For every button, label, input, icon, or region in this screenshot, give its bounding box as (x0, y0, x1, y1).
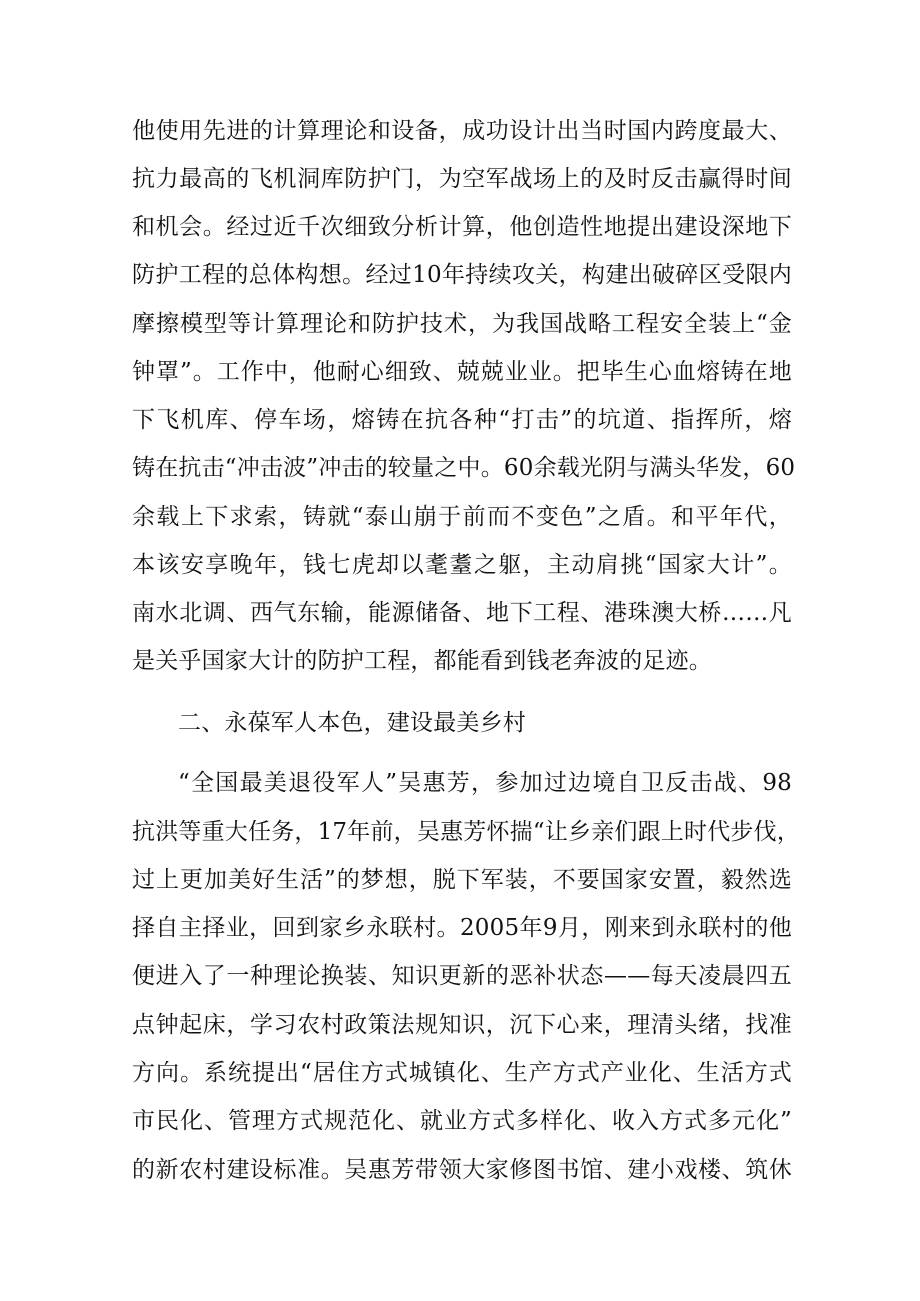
paragraph-1-line-5: 摩擦模型等计算理论和防护技术，为我国战略工程安全装上“金 (132, 311, 792, 337)
paragraph-2-line-1: “全国最美退役军人”吴惠芳，参加过边境自卫反击战、98 (178, 770, 792, 796)
paragraph-1-line-4: 防护工程的总体构想。经过10年持续攻关，构建出破碎区受限内 (132, 262, 792, 288)
paragraph-1-line-12: 是关乎国家大计的防护工程，都能看到钱老奔波的足迹。 (132, 648, 712, 674)
paragraph-1-line-8: 铸在抗击“冲击波”冲击的较量之中。60余载光阴与满头华发，60 (132, 455, 796, 481)
paragraph-2-line-5: 便进入了一种理论换装、知识更新的恶补状态——每天凌晨四五 (132, 963, 792, 989)
paragraph-2-line-2: 抗洪等重大任务，17年前，吴惠芳怀揣“让乡亲们跟上时代步伐， (132, 819, 801, 845)
paragraph-1-line-1: 他使用先进的计算理论和设备，成功设计出当时国内跨度最大、 (132, 118, 792, 144)
paragraph-2-line-7: 方向。系统提出“居住方式城镇化、生产方式产业化、生活方式 (132, 1060, 792, 1086)
paragraph-1-line-6: 钟罩”。工作中，他耐心细致、兢兢业业。把毕生心血熔铸在地 (132, 359, 792, 385)
paragraph-1-line-10: 本该安享晚年，钱七虎却以耄耋之躯，主动肩挑“国家大计”。 (132, 552, 792, 578)
paragraph-1-line-2: 抗力最高的飞机洞库防护门，为空军战场上的及时反击赢得时间 (132, 166, 792, 192)
paragraph-1-line-9: 余载上下求索，铸就“泰山崩于前而不变色”之盾。和平年代， (132, 504, 792, 530)
paragraph-1-line-7: 下飞机库、停车场，熔铸在抗各种“打击”的坑道、指挥所，熔 (132, 407, 792, 433)
paragraph-2-line-9: 的新农村建设标准。吴惠芳带领大家修图书馆、建小戏楼、筑休 (132, 1157, 792, 1183)
paragraph-1-line-3: 和机会。经过近千次细致分析计算，他创造性地提出建设深地下 (132, 214, 792, 240)
paragraph-2-line-6: 点钟起床，学习农村政策法规知识，沉下心来，理清头绪，找准 (132, 1012, 792, 1038)
paragraph-1-line-11: 南水北调、西气东输，能源储备、地下工程、港珠澳大桥……凡 (132, 600, 792, 626)
paragraph-2-line-4: 择自主择业，回到家乡永联村。2005年9月，刚来到永联村的他 (132, 915, 792, 941)
paragraph-2-line-8: 市民化、管理方式规范化、就业方式多样化、收入方式多元化” (132, 1108, 792, 1134)
section-heading: 二、永葆军人本色，建设最美乡村 (178, 710, 526, 736)
paragraph-2-line-3: 过上更加美好生活”的梦想，脱下军装，不要国家安置，毅然选 (132, 867, 792, 893)
